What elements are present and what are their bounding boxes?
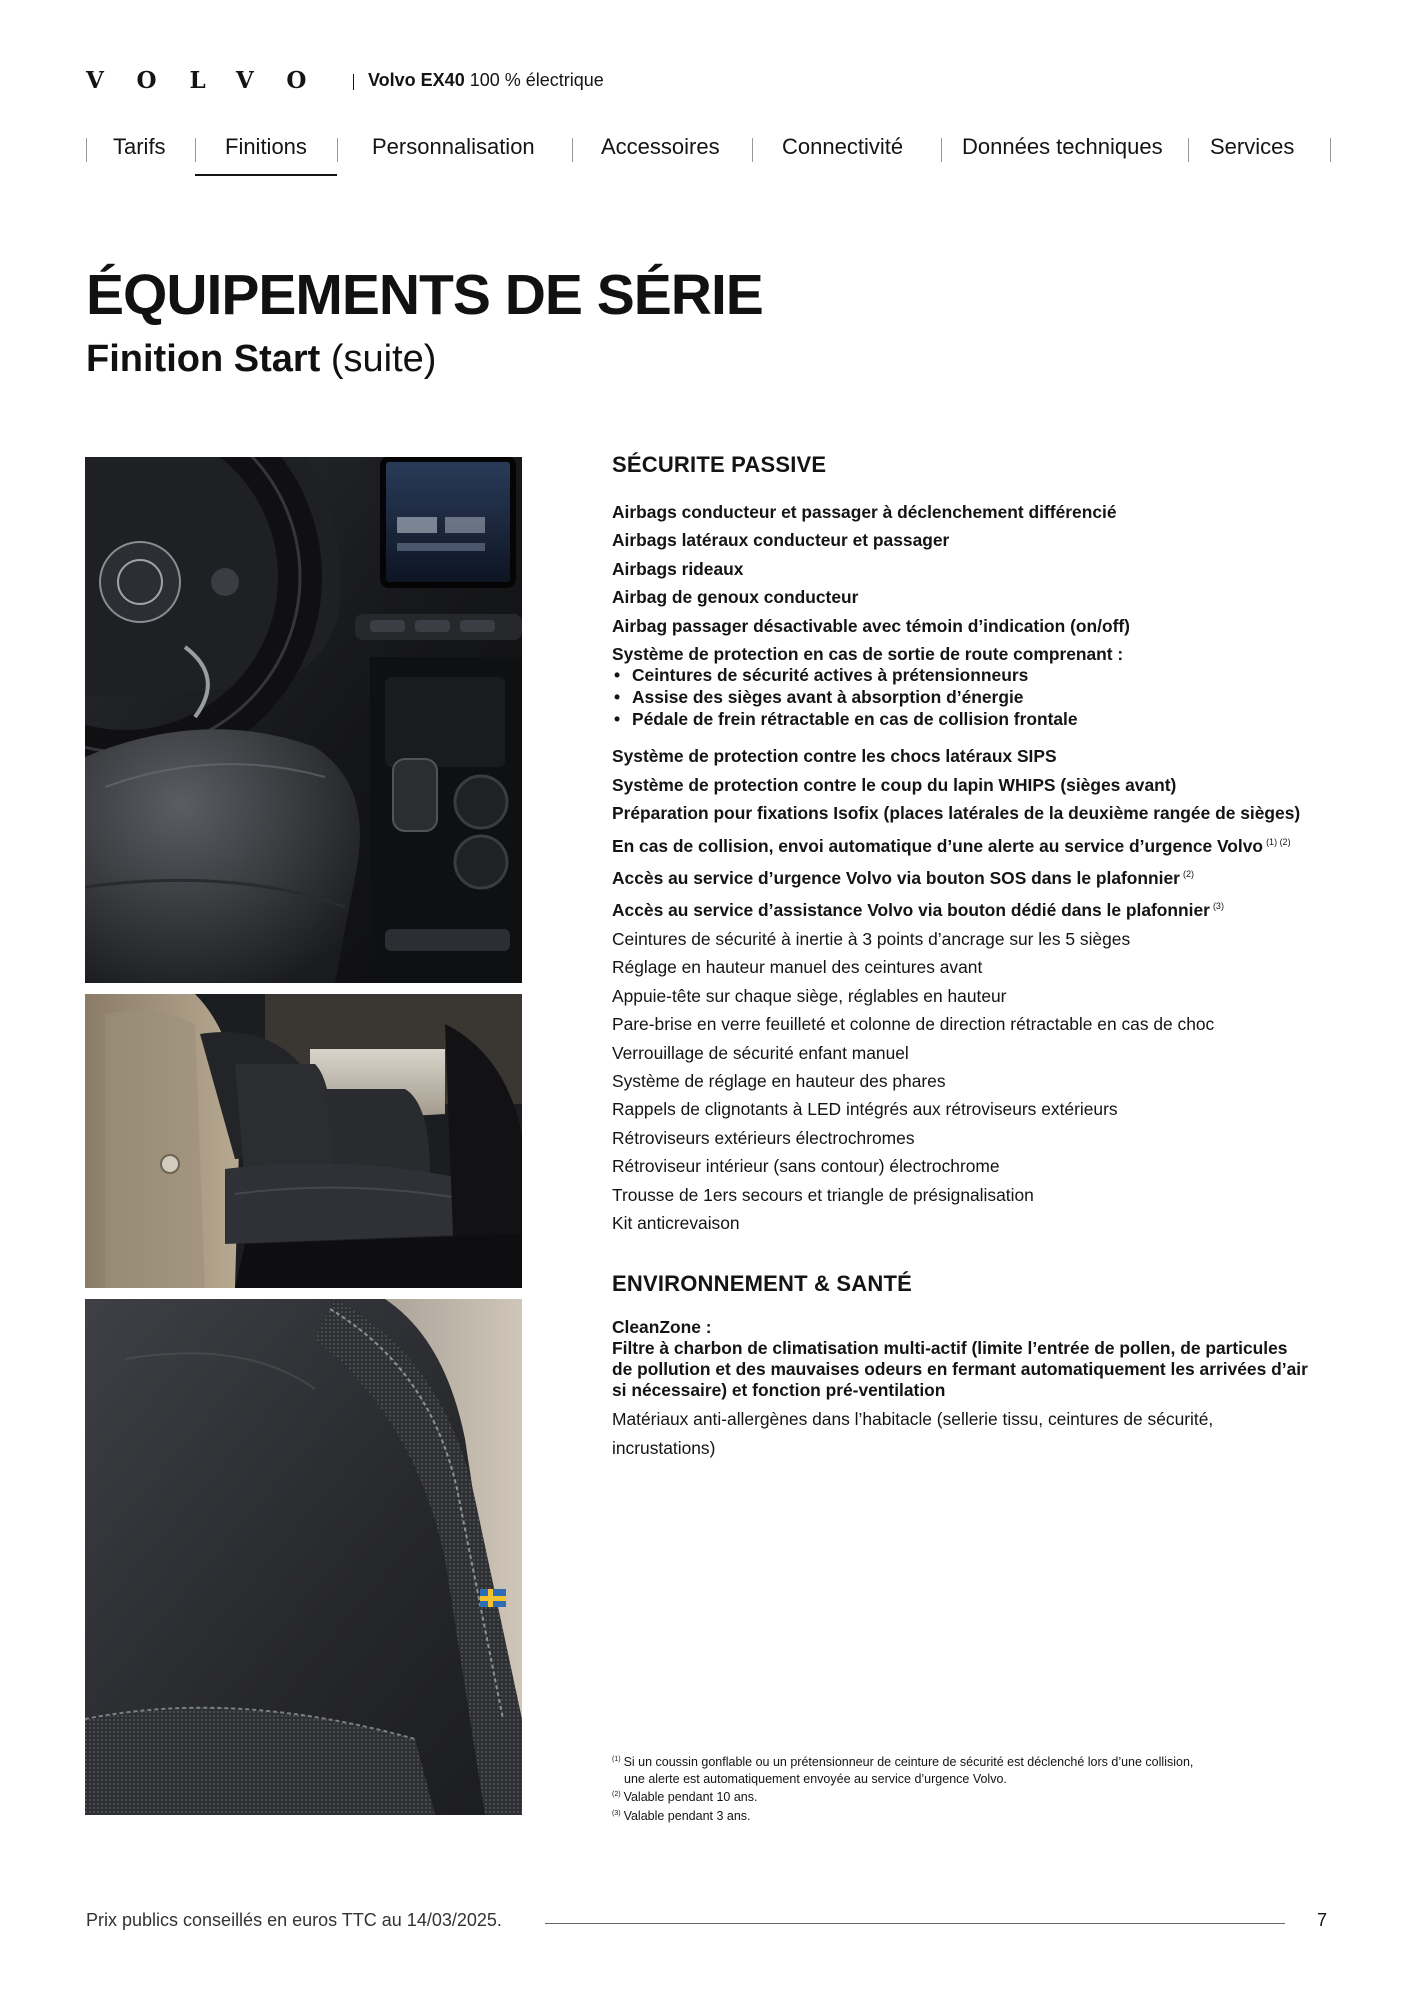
list-item: Kit anticrevaison (612, 1212, 740, 1233)
model-name: Volvo EX40 (368, 70, 465, 90)
list-item-text: Accès au service d’assistance Volvo via bouton dédié dans le plafonnier (612, 900, 1210, 921)
pricing-note: Prix publics conseillés en euros TTC au 14/03/2025. (86, 1910, 502, 1930)
nav-divider (337, 138, 338, 162)
footnote-ref: (3) (1212, 901, 1224, 912)
nav-divider (572, 138, 573, 162)
section-title-securite: SÉCURITE PASSIVE (612, 452, 827, 477)
list-item: Système de réglage en hauteur des phares (612, 1070, 946, 1091)
list-item: Rétroviseur intérieur (sans contour) électrochrome (612, 1156, 1000, 1177)
nav-divider (1330, 138, 1331, 162)
footer-divider (545, 1923, 1285, 1924)
tab-donnees-techniques[interactable]: Données techniques (962, 134, 1163, 159)
page-title: ÉQUIPEMENTS DE SÉRIE (86, 263, 763, 327)
nav-divider (752, 138, 753, 162)
interior-dashboard-photo (85, 457, 522, 983)
nav-divider (195, 138, 196, 162)
list-item: Airbags rideaux (612, 558, 744, 579)
tab-tarifs[interactable]: Tarifs (113, 134, 166, 159)
footnote-text: Valable pendant 3 ans. (623, 1808, 751, 1823)
list-item (612, 860, 1332, 892)
tab-finitions[interactable]: Finitions (225, 134, 307, 159)
list-item: Réglage en hauteur manuel des ceintures avant (612, 957, 983, 978)
footnote-mark: (2) (612, 1791, 621, 1798)
seat-upholstery-photo (85, 1299, 522, 1815)
materials-description: Matériaux anti-allergènes dans l’habitacle (sellerie tissu, ceintures de sécurité, incrustations) (612, 1409, 1214, 1458)
list-item: Verrouillage de sécurité enfant manuel (612, 1042, 909, 1063)
page-subtitle (86, 338, 436, 381)
cleanzone-description: Filtre à charbon de climatisation multi-actif (limite l’entrée de pollen, de particules de pollution et des mauvaises odeurs en fermant automatiquement les arrivées d’air si nécessaire) et fonction pré-ventilation (612, 1338, 1308, 1401)
list-item: Airbags conducteur et passager à déclenchement différencié (612, 502, 1117, 522)
trim-name: Finition Start (86, 338, 321, 380)
volvo-logo[interactable] (86, 68, 339, 92)
list-item: Système de protection contre les chocs latéraux SIPS (612, 746, 1057, 767)
nav-divider (941, 138, 942, 162)
nav-divider (1188, 138, 1189, 162)
nav-divider (86, 138, 87, 162)
list-item: Airbag passager désactivable avec témoin d’indication (on/off) (612, 615, 1130, 636)
list-item-text: En cas de collision, envoi automatique d’une alerte au service d’urgence Volvo (612, 835, 1264, 856)
tab-accessoires[interactable]: Accessoires (601, 134, 720, 159)
footnote-ref: (1) (2) (1266, 836, 1291, 847)
section-nav (86, 130, 1331, 176)
bullet-item: • Pédale de frein rétractable en cas de collision frontale (612, 708, 1332, 730)
list-item: Airbag de genoux conducteur (612, 587, 859, 608)
list-item: Appuie-tête sur chaque siège, réglables en hauteur (612, 985, 1007, 1006)
subtitle-suffix: (suite) (330, 338, 437, 380)
list-item: Pare-brise en verre feuilleté et colonne de direction rétractable en cas de choc (612, 1014, 1215, 1035)
tab-services[interactable]: Services (1210, 134, 1295, 159)
section-title-environnement: ENVIRONNEMENT & SANTÉ (612, 1271, 912, 1297)
footnote-1-continued: une alerte est automatiquement envoyée au service d’urgence Volvo. (624, 1771, 1007, 1786)
footnote-2 (612, 1787, 1312, 1806)
page-number: 7 (1317, 1910, 1328, 1930)
footnote-mark: (1) (612, 1756, 621, 1763)
list-item: Rappels de clignotants à LED intégrés aux rétroviseurs extérieurs (612, 1099, 1118, 1120)
footnote-text: Valable pendant 10 ans. (623, 1790, 758, 1804)
bullet-item: • Assise des sièges avant à absorption d’énergie (612, 686, 1332, 708)
footnote-text: Si un coussin gonflable ou un prétensionneur de ceinture de sécurité est déclenché lors d’une collision, (623, 1755, 1194, 1769)
sub-bullet-list (612, 664, 1332, 730)
list-item: Rétroviseurs extérieurs électrochromes (612, 1127, 915, 1148)
model-label (368, 70, 604, 91)
list-item (612, 828, 1332, 860)
list-item: Système de protection contre le coup du lapin WHIPS (sièges avant) (612, 774, 1177, 795)
list-item (612, 892, 1332, 924)
section-environnement (612, 1271, 1332, 1462)
header-divider (353, 74, 354, 90)
footnote-ref: (2) (1182, 869, 1194, 880)
footnotes (612, 1752, 1312, 1824)
equipment-list (612, 452, 1332, 1462)
list-item: Système de protection en cas de sortie de route comprenant : (612, 644, 1124, 665)
logo-wordmark: VOLVO (86, 66, 340, 94)
list-item-text: Accès au service d’urgence Volvo via bouton SOS dans le plafonnier (612, 868, 1180, 889)
rear-seats-photo (85, 994, 522, 1288)
list-item: Ceintures de sécurité à inertie à 3 points d’ancrage sur les 5 sièges (612, 928, 1131, 949)
tab-personnalisation[interactable]: Personnalisation (372, 134, 535, 159)
list-item: Trousse de 1ers secours et triangle de présignalisation (612, 1184, 1034, 1205)
swedish-flag-icon (480, 1589, 506, 1607)
model-descriptor: 100 % électrique (464, 70, 604, 90)
list-item: Préparation pour fixations Isofix (places latérales de la deuxième rangée de sièges) (612, 803, 1301, 824)
list-item: Airbags latéraux conducteur et passager (612, 530, 950, 551)
cleanzone-title: CleanZone : (612, 1317, 712, 1338)
footnote-mark: (3) (612, 1809, 621, 1817)
tab-connectivite[interactable]: Connectivité (782, 134, 904, 159)
footnote-1 (612, 1752, 1312, 1771)
bullet-item: • Ceintures de sécurité actives à prétensionneurs (612, 664, 1332, 686)
footnote-3 (612, 1806, 1312, 1825)
